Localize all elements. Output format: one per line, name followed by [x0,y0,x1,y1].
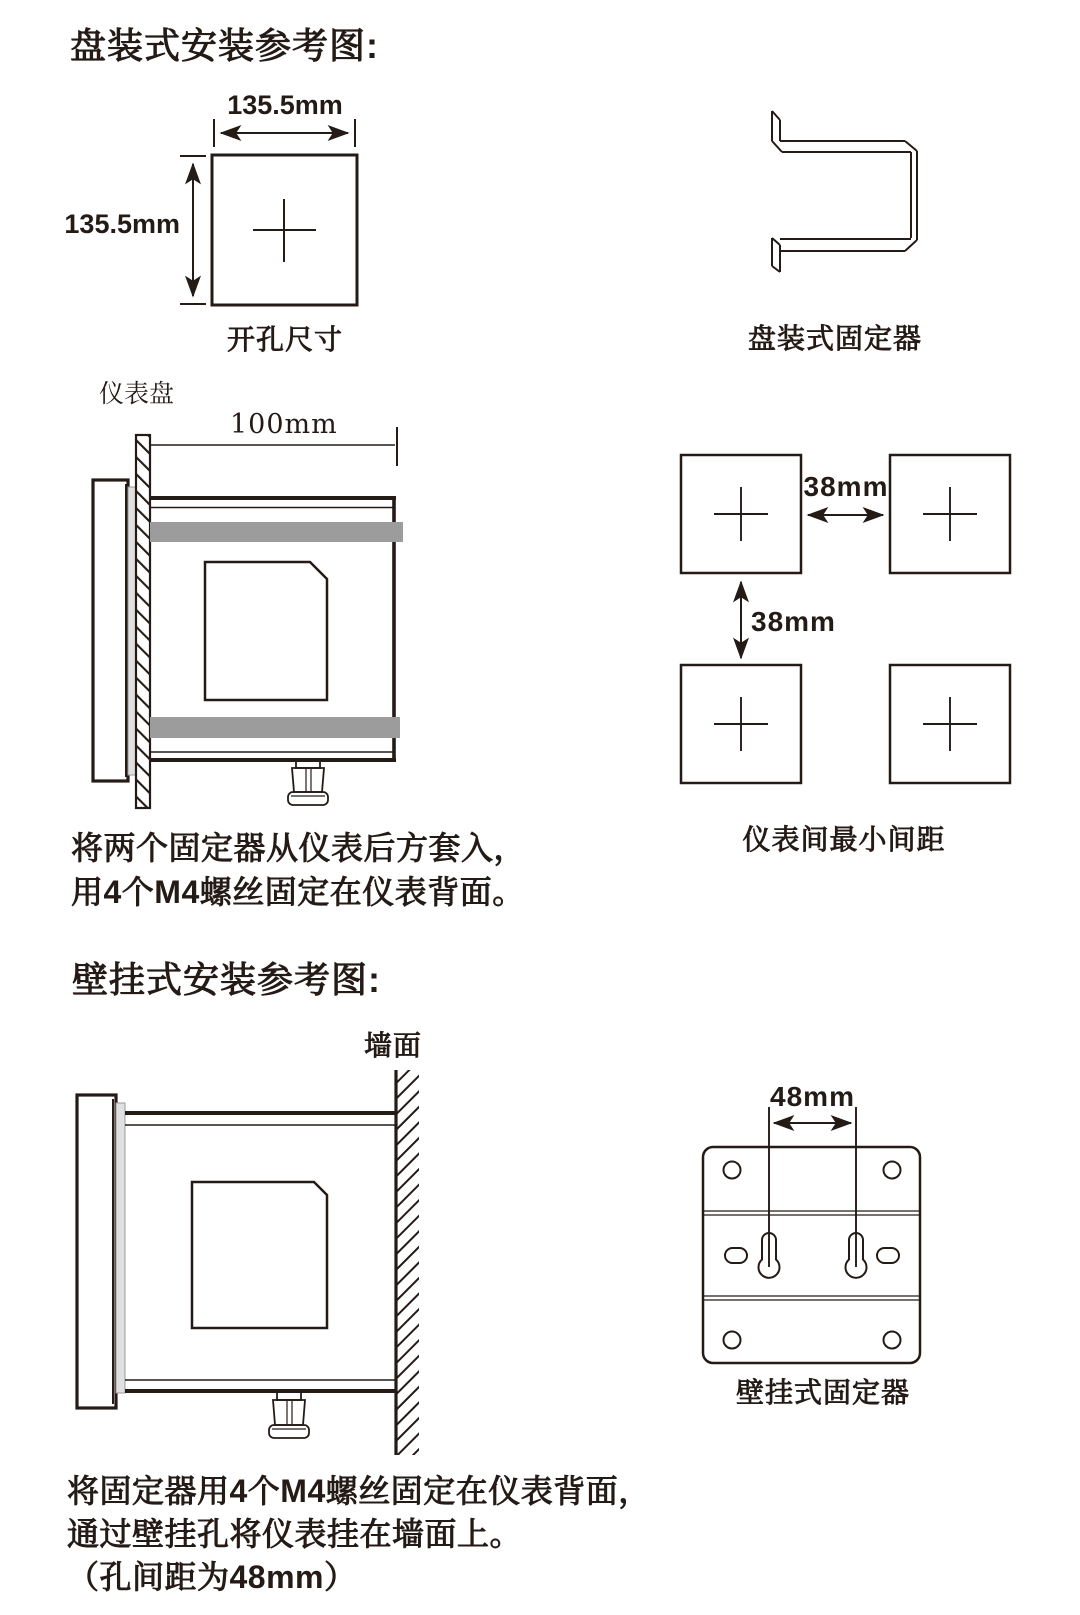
wall-fixer-caption: 壁挂式固定器 [735,1377,910,1408]
spacing-vertical-dim: 38mm [751,606,836,637]
wall-fixer-hole-spacing-dim: 48mm [770,1081,855,1112]
panel-fixer-drawing [772,111,917,272]
wall-note-line-3: （孔间距为48mm） [67,1559,357,1595]
wall-side-view-drawing [77,1070,419,1455]
wall-note-line-2: 通过壁挂孔将仪表挂在墙面上。 [67,1516,523,1552]
cable-gland [288,761,328,805]
instrument-panel-label: 仪表盘 [99,379,175,408]
wall-note-line-1: 将固定器用4个M4螺丝固定在仪表背面， [67,1473,651,1509]
panel-note [71,826,526,914]
cutout-height-dim: 135.5mm [64,209,180,239]
panel-fixer-caption: 盘装式固定器 [747,323,922,354]
cable-gland-wall [269,1392,309,1438]
wall-fixer-drawing [703,1107,920,1363]
wall-surface-label: 墙面 [364,1030,423,1061]
panel-section-title: 盘装式安装参考图: [70,25,379,66]
wall-note [67,1470,651,1599]
panel-note-line-1: 将两个固定器从仪表后方套入， [71,830,527,866]
depth-dim-label: 100mm [230,409,338,440]
cutout-caption: 开孔尺寸 [226,324,343,355]
spacing-horizontal-dim: 38mm [803,471,889,502]
cutout-width-dim: 135.5mm [227,90,343,120]
spacing-diagram-drawing [681,455,1010,783]
spacing-caption: 仪表间最小间距 [742,824,946,855]
fixer-bar-top [150,522,403,542]
fixer-bar-bottom [150,717,400,738]
wall-section-title: 壁挂式安装参考图: [72,959,381,1000]
panel-side-view-drawing [93,427,403,808]
panel-note-line-2: 用4个M4螺丝固定在仪表背面。 [71,874,525,910]
cutout-diagram-drawing [180,119,357,305]
